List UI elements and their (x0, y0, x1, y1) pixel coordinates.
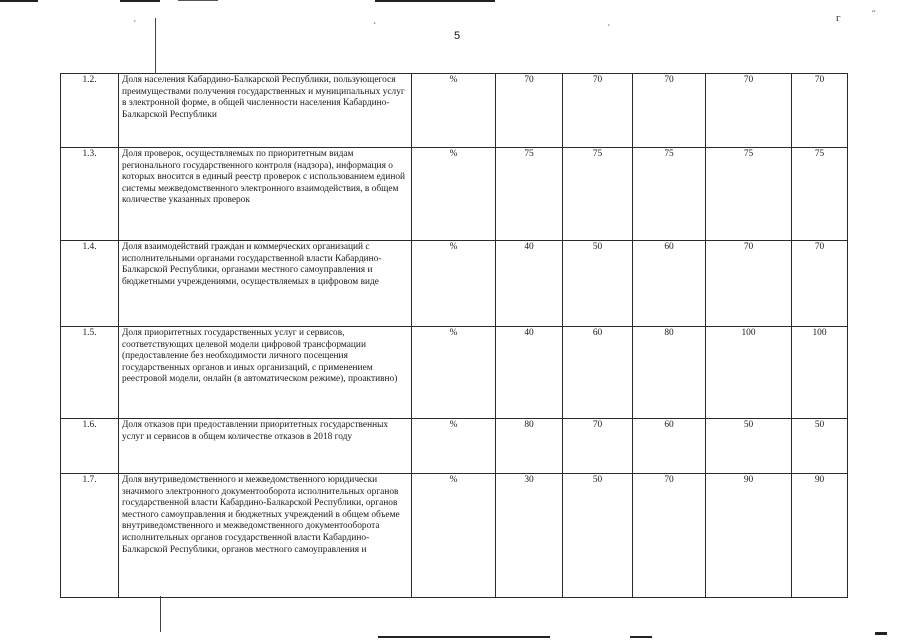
scan-mark (178, 0, 218, 1)
table-row (61, 327, 848, 419)
table-row (61, 474, 848, 598)
value-cell: 75 (706, 148, 792, 241)
value-cell: 100 (792, 327, 848, 419)
unit-cell: % (412, 74, 496, 148)
value-cell: 50 (792, 419, 848, 474)
value-cell: 60 (563, 327, 633, 419)
indicators-table (60, 73, 848, 598)
scan-speck: ´ (373, 22, 377, 33)
value-cell: 75 (633, 148, 706, 241)
row-number: 1.4. (61, 241, 119, 327)
scan-mark (120, 0, 160, 2)
value-cell: 60 (633, 241, 706, 327)
scan-mark (0, 0, 38, 2)
scan-mark (630, 636, 652, 638)
value-cell: 70 (706, 74, 792, 148)
indicator-description: Доля внутриведомственного и межведомственного юридически значимого электронного документооборота исполнительных органов государственной власти Кабардино-Балкарской Республики, органов местного самоуправления и бюджетных учреждений в общем объеме внутриведомственного и межведомственного документооборота исполнительных органов государственной власти Кабардино-Балкарской Республики, органов местного самоуправления и (119, 474, 412, 598)
value-cell: 60 (633, 419, 706, 474)
scan-mark (875, 632, 887, 635)
value-cell: 70 (633, 74, 706, 148)
value-cell: 100 (706, 327, 792, 419)
scan-speck: ´ (607, 24, 611, 35)
unit-cell: % (412, 327, 496, 419)
value-cell: 75 (792, 148, 848, 241)
scan-line (155, 18, 156, 74)
value-cell: 90 (792, 474, 848, 598)
row-number: 1.5. (61, 327, 119, 419)
value-cell: 70 (563, 74, 633, 148)
value-cell: 50 (563, 241, 633, 327)
value-cell: 40 (496, 241, 563, 327)
scan-speck: ˝ (872, 10, 876, 21)
indicator-description: Доля отказов при предоставлении приоритетных государственных услуг и сервисов в общем количестве отказов в 2018 году (119, 419, 412, 474)
value-cell: 75 (563, 148, 633, 241)
table-row (61, 74, 848, 148)
value-cell: 80 (496, 419, 563, 474)
table-row (61, 419, 848, 474)
value-cell: 50 (563, 474, 633, 598)
indicator-description: Доля населения Кабардино-Балкарской Республики, пользующегося преимуществами получения государственных и муниципальных услуг в электронной форме, в общей численности населения Кабардино-Балкарской Республики (119, 74, 412, 148)
value-cell: 90 (706, 474, 792, 598)
scan-mark (378, 636, 550, 638)
value-cell: 70 (563, 419, 633, 474)
scan-speck: г (836, 12, 841, 24)
unit-cell: % (412, 419, 496, 474)
row-number: 1.6. (61, 419, 119, 474)
indicator-description: Доля приоритетных государственных услуг и сервисов, соответствующих целевой модели цифровой трансформации (предоставление без необходимости личного посещения государственных органов и иных организаций, с применением реестровой модели, онлайн (в автоматическом режиме), проактивно) (119, 327, 412, 419)
value-cell: 70 (496, 74, 563, 148)
scan-speck: ´ (133, 20, 137, 31)
value-cell: 70 (633, 474, 706, 598)
indicator-description: Доля проверок, осуществляемых по приоритетным видам регионального государственного контроля (надзора), информация о которых вносится в единый реестр проверок с использованием единой системы межведомственного электронного взаимодействия, в общем количестве указанных проверок (119, 148, 412, 241)
row-number: 1.3. (61, 148, 119, 241)
unit-cell: % (412, 474, 496, 598)
value-cell: 80 (633, 327, 706, 419)
value-cell: 40 (496, 327, 563, 419)
scan-mark (375, 0, 495, 2)
unit-cell: % (412, 241, 496, 327)
row-number: 1.7. (61, 474, 119, 598)
value-cell: 75 (496, 148, 563, 241)
scan-line (160, 596, 161, 632)
row-number: 1.2. (61, 74, 119, 148)
unit-cell: % (412, 148, 496, 241)
page-number: 5 (454, 30, 461, 42)
value-cell: 70 (792, 74, 848, 148)
value-cell: 70 (706, 241, 792, 327)
indicator-description: Доля взаимодействий граждан и коммерческих организаций с исполнительными органами государственной власти Кабардино-Балкарской Республики, органами местного самоуправления и бюджетными учреждениями, осуществляемых в цифровом виде (119, 241, 412, 327)
table-row (61, 148, 848, 241)
value-cell: 50 (706, 419, 792, 474)
value-cell: 30 (496, 474, 563, 598)
value-cell: 70 (792, 241, 848, 327)
table-row (61, 241, 848, 327)
